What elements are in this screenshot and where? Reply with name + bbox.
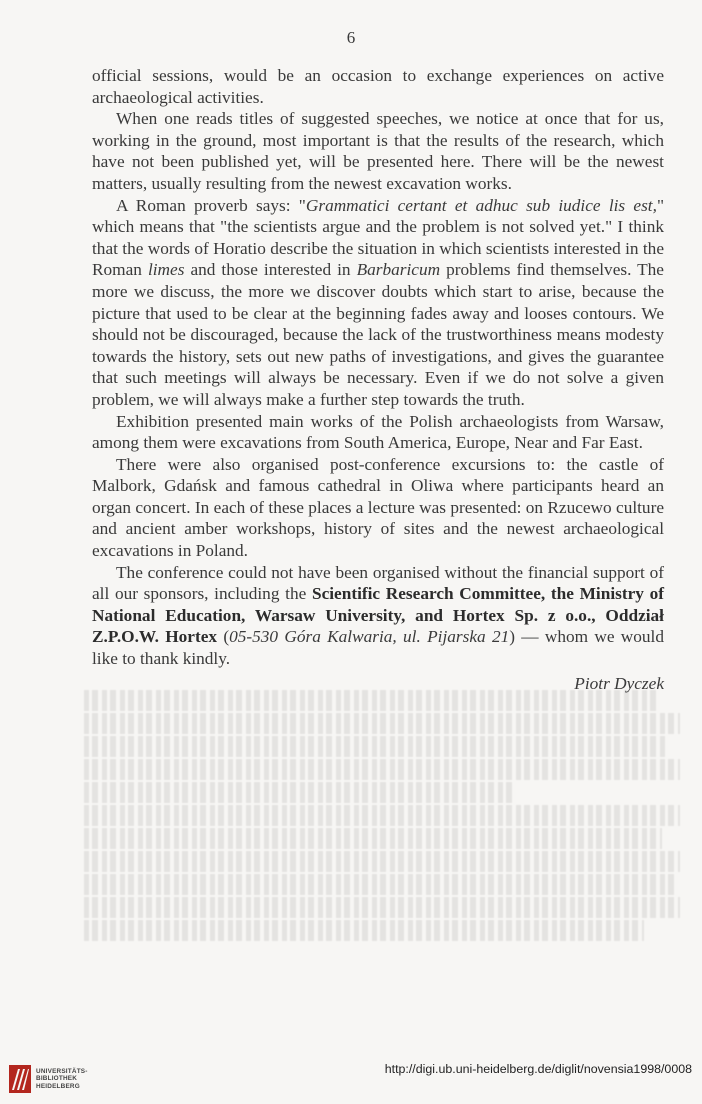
p3-text-a: A Roman proverb says: " <box>116 195 306 215</box>
paragraph-4: Exhibition presented main works of the Polish archaeologists from Warsaw, among them were excavations from South America, Europe, Near and Far East. <box>92 411 664 453</box>
author-signature: Piotr Dyczek <box>574 674 664 693</box>
logo-line-1: UNIVERSITÄTS- <box>36 1068 88 1076</box>
logo-line-3: HEIDELBERG <box>36 1082 80 1090</box>
body-text <box>92 65 664 670</box>
paragraph-5: There were also organised post-conference excursions to: the castle of Malbork, Gdańsk and famous cathedral in Oliwa where participants heard an organ concert. In each of these places a lecture was presented: on Rzucewo culture and ancient amber workshops, history of sites and the newest archaeological excavations in Poland. <box>92 454 664 561</box>
p3-text-b: " which means that "the scientists argue and the problem is not solved yet." I think that the words of Horatio describe the situation in which scientists interested in the Roman <box>92 195 664 280</box>
paragraph-1: official sessions, would be an occasion to exchange experiences on active archaeological activities. <box>92 66 664 107</box>
show-through-text <box>84 690 680 960</box>
p6-text-b: ( <box>217 627 230 647</box>
p6-text-c: ) — whom we would like to thank kindly. <box>92 627 665 669</box>
library-logo-icon <box>8 1064 32 1094</box>
page-number: 6 <box>346 28 356 47</box>
p3-text-c: and those interested in <box>184 260 357 280</box>
logo-line-2: BIBLIOTHEK <box>36 1075 78 1083</box>
source-url-link[interactable]: http://digi.ub.uni-heidelberg.de/diglit/novensia1998/0008 <box>384 1062 692 1076</box>
term-barbaricum: Barbaricum <box>356 260 441 280</box>
p6-text-a: The conference could not have been organised without the financial support of all our sponsors, including the <box>92 562 664 604</box>
latin-proverb: Grammatici certant et adhuc sub iudice lis est, <box>305 195 657 215</box>
paragraph-3 <box>92 195 664 411</box>
paragraph-6 <box>92 562 664 670</box>
p3-text-d: problems find themselves. The more we discuss, the more we discover doubts which start to arise, because the picture that used to be clear at the beginning fades away and looses contours. We should not be discouraged, because the lack of the trustworthiness means modesty towards the history, sets out new paths of investigations, and gives the guarantee that such meetings will always be necessary. Even if we do not solve a given problem, we will always make a further step towards the truth. <box>92 260 664 409</box>
paragraph-2: When one reads titles of suggested speeches, we notice at once that for us, working in the ground, most important is that the results of the research, which have not been published yet, will be presented here. There will be the newest matters, usually resulting from the newest excavation works. <box>92 109 664 193</box>
term-limes: limes <box>147 260 185 280</box>
sponsors-list: Scientific Research Committee, the Ministry of National Education, Warsaw University, and Hortex Sp. z o.o., Oddział Z.P.O.W. Hortex <box>92 584 664 647</box>
sponsor-address: 05-530 Góra Kalwaria, ul. Pijarska 21 <box>229 627 510 647</box>
library-logo-text <box>36 1068 88 1090</box>
library-logo[interactable] <box>8 1064 88 1094</box>
